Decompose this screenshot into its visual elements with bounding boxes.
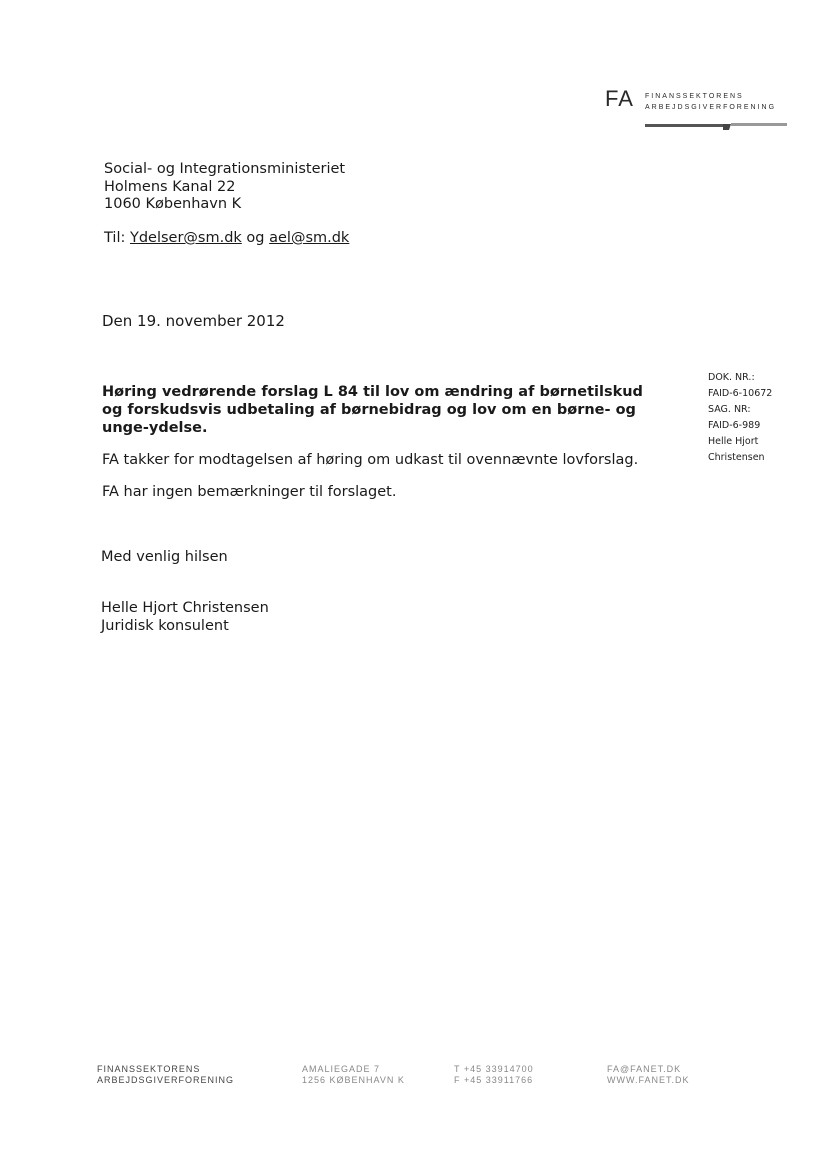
reference-person-line-1: Helle Hjort — [708, 436, 759, 447]
email-link-ydelser[interactable]: Ydelser@sm.dk — [129, 230, 242, 246]
signature-name: Helle Hjort Christensen — [101, 600, 269, 616]
recipient-address — [104, 161, 345, 214]
recipient-street: Holmens Kanal 22 — [104, 178, 236, 195]
signature-title: Juridisk konsulent — [101, 618, 229, 634]
footer-org-line-1: FINANSSEKTORENS — [97, 1064, 201, 1074]
footer-phone: T +45 33914700 — [454, 1064, 534, 1074]
logo-mark: FA — [605, 86, 634, 111]
footer-address — [302, 1064, 405, 1086]
letter-subject: Høring vedrørende forslag L 84 til lov om ændring af børnetilskud og forskudsvis udbetaling af børnebidrag og lov om en børne- og unge-ydelse. — [102, 384, 643, 436]
sag-label: SAG. NR: — [708, 404, 751, 415]
footer-organization — [97, 1064, 234, 1086]
footer-fax: F +45 33911766 — [454, 1075, 534, 1085]
logo-bar-graphic — [645, 121, 787, 131]
reference-person-line-2: Christensen — [708, 452, 765, 463]
signature-block — [101, 599, 269, 635]
body-paragraph-1: FA takker for modtagelsen af høring om udkast til ovennævnte lovforslag. — [102, 452, 639, 468]
to-prefix: Til: — [104, 230, 126, 246]
footer-org-line-2: ARBEJDSGIVERFORENING — [97, 1075, 235, 1085]
footer-web[interactable]: WWW.FANET.DK — [607, 1075, 690, 1085]
footer-contact-block — [607, 1064, 690, 1086]
footer-phone-block — [454, 1064, 534, 1086]
recipient-city: 1060 København K — [104, 196, 242, 212]
footer-address-line-1: AMALIEGADE 7 — [302, 1064, 381, 1074]
to-line — [104, 230, 349, 246]
dok-value: FAID-6-10672 — [708, 388, 773, 399]
body-paragraph-2: FA har ingen bemærkninger til forslaget. — [102, 484, 397, 500]
recipient-name: Social- og Integrationsministeriet — [104, 161, 346, 177]
to-joiner: og — [246, 230, 265, 246]
closing-phrase: Med venlig hilsen — [101, 549, 228, 565]
reference-block — [708, 370, 772, 466]
footer-email[interactable]: FA@FANET.DK — [607, 1064, 682, 1074]
footer-address-line-2: 1256 KØBENHAVN K — [302, 1075, 405, 1085]
sag-value: FAID-6-989 — [708, 420, 761, 431]
logo-line-1: FINANSSEKTORENS — [645, 93, 744, 100]
email-link-ael[interactable]: ael@sm.dk — [269, 230, 350, 246]
dok-label: DOK. NR.: — [708, 372, 755, 383]
letter-date: Den 19. november 2012 — [102, 312, 285, 330]
logo-line-2: ARBEJDSGIVERFORENING — [645, 104, 777, 111]
